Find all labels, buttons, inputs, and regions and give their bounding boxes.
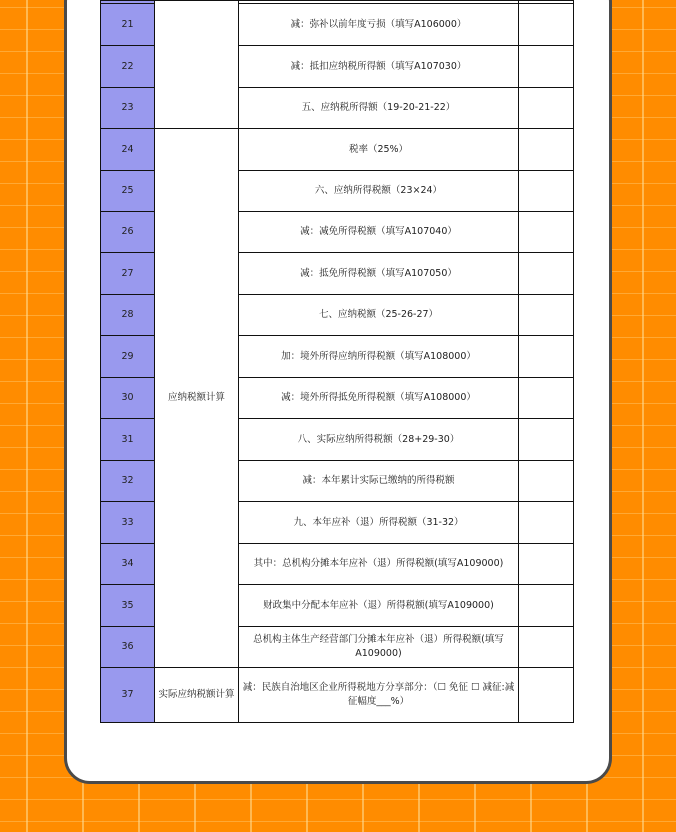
row-number: 21 bbox=[101, 4, 155, 46]
row-number: 33 bbox=[101, 502, 155, 544]
row-number: 36 bbox=[101, 627, 155, 668]
amount-cell[interactable] bbox=[519, 129, 574, 171]
row-description: 减：民族自治地区企业所得税地方分享部分：（☐ 免征 ☐ 减征:减征幅度___%） bbox=[239, 668, 519, 723]
amount-cell[interactable] bbox=[519, 171, 574, 212]
row-description: 税率（25%） bbox=[239, 129, 519, 171]
amount-cell[interactable] bbox=[519, 585, 574, 627]
table-row bbox=[101, 129, 574, 171]
row-description: 八、实际应纳所得税额（28+29-30） bbox=[239, 419, 519, 461]
amount-cell[interactable] bbox=[519, 419, 574, 461]
row-description: 减：减免所得税额（填写A107040） bbox=[239, 212, 519, 253]
row-description: 七、应纳税额（25-26-27） bbox=[239, 295, 519, 336]
amount-cell[interactable] bbox=[519, 4, 574, 46]
row-number: 30 bbox=[101, 378, 155, 419]
row-description: 减：本年累计实际已缴纳的所得税额 bbox=[239, 461, 519, 502]
tax-return-table bbox=[100, 0, 574, 723]
row-number: 24 bbox=[101, 129, 155, 171]
row-number: 25 bbox=[101, 171, 155, 212]
amount-cell[interactable] bbox=[519, 88, 574, 129]
row-description: 九、本年应补（退）所得税额（31-32） bbox=[239, 502, 519, 544]
amount-cell[interactable] bbox=[519, 336, 574, 378]
amount-cell[interactable] bbox=[519, 295, 574, 336]
row-description: 总机构主体生产经营部门分摊本年应补（退）所得税额(填写A109000) bbox=[239, 627, 519, 668]
amount-cell[interactable] bbox=[519, 253, 574, 295]
row-number: 35 bbox=[101, 585, 155, 627]
row-number: 28 bbox=[101, 295, 155, 336]
row-number: 27 bbox=[101, 253, 155, 295]
amount-cell[interactable] bbox=[519, 502, 574, 544]
row-number: 22 bbox=[101, 46, 155, 88]
row-description: 六、应纳所得税额（23×24） bbox=[239, 171, 519, 212]
row-number: 29 bbox=[101, 336, 155, 378]
row-description: 减：抵免所得税额（填写A107050） bbox=[239, 253, 519, 295]
row-number: 23 bbox=[101, 88, 155, 129]
row-number: 37 bbox=[101, 668, 155, 723]
amount-cell[interactable] bbox=[519, 461, 574, 502]
row-description: 其中：总机构分摊本年应补（退）所得税额(填写A109000) bbox=[239, 544, 519, 585]
row-description: 财政集中分配本年应补（退）所得税额(填写A109000) bbox=[239, 585, 519, 627]
amount-cell[interactable] bbox=[519, 668, 574, 723]
row-description: 减：境外所得抵免所得税额（填写A108000） bbox=[239, 378, 519, 419]
row-number: 26 bbox=[101, 212, 155, 253]
category-label-actual-tax: 实际应纳税额计算 bbox=[155, 668, 239, 723]
row-description: 加：境外所得应纳所得税额（填写A108000） bbox=[239, 336, 519, 378]
amount-cell[interactable] bbox=[519, 46, 574, 88]
amount-cell[interactable] bbox=[519, 212, 574, 253]
row-description: 减：抵扣应纳税所得额（填写A107030） bbox=[239, 46, 519, 88]
amount-cell[interactable] bbox=[519, 378, 574, 419]
row-number: 34 bbox=[101, 544, 155, 585]
row-number: 32 bbox=[101, 461, 155, 502]
row-description: 五、应纳税所得额（19-20-21-22） bbox=[239, 88, 519, 129]
category-cell bbox=[155, 1, 239, 129]
category-label-tax-calculation: 应纳税额计算 bbox=[155, 129, 239, 668]
table-row bbox=[101, 668, 574, 723]
row-description: 减：弥补以前年度亏损（填写A106000） bbox=[239, 4, 519, 46]
amount-cell[interactable] bbox=[519, 544, 574, 585]
row-number: 31 bbox=[101, 419, 155, 461]
amount-cell[interactable] bbox=[519, 627, 574, 668]
